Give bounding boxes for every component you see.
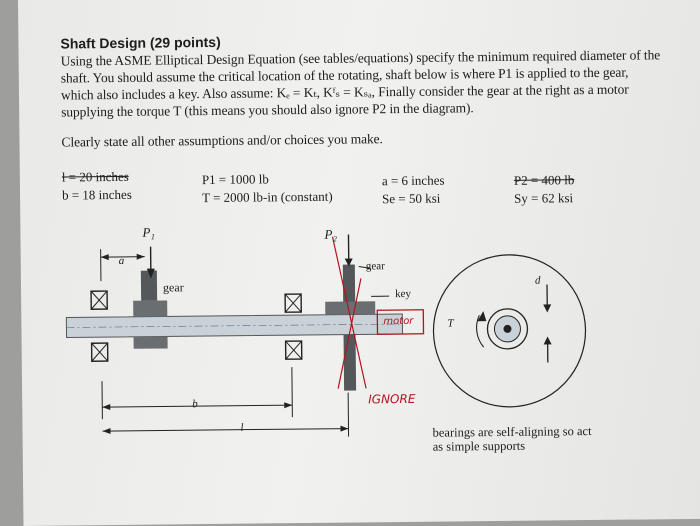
given-length-a: a = 6 inches — [381, 172, 445, 189]
problem-text-line-2: shaft. You should assume the critical location of the rotating, shaft below is where P1 is applied to the gear, — [60, 64, 629, 86]
label-ignore: IGNORE — [368, 391, 416, 407]
label-diameter-d: d — [534, 274, 541, 287]
given-torque-t: T = 2000 lb-in (constant) — [202, 188, 333, 206]
problem-text-line-3: which also includes a key. Also assume: Kₑ = Kₜ, Kᶠₛ = Kₛₐ, Finally consider the gear at the right as a motor — [60, 81, 629, 103]
label-gear-right: gear — [365, 260, 385, 273]
label-torque-t: T — [447, 317, 454, 330]
dimension-b — [102, 367, 293, 419]
worksheet-page — [18, 0, 700, 526]
label-key: key — [395, 287, 412, 301]
end-view — [433, 254, 587, 408]
label-p1: P₁ — [142, 224, 155, 240]
dimension-l — [102, 393, 348, 440]
problem-text-line-4: supplying the torque T (this means you should also ignore P2 in the diagram). — [61, 100, 474, 120]
given-length-l: l = 20 inches — [61, 168, 129, 185]
given-yield-sy: Sy = 62 ksi — [514, 190, 574, 206]
bearing-note: bearings are self-aligning so act as simple supports — [432, 424, 592, 454]
given-endurance-se: Se = 50 ksi — [382, 190, 441, 207]
label-l: l — [240, 421, 244, 434]
given-length-b: b = 18 inches — [61, 186, 132, 203]
given-load-p1: P1 = 1000 lb — [201, 171, 269, 188]
label-motor: motor — [383, 315, 414, 328]
label-a: a — [118, 254, 125, 267]
given-load-p2: P2 = 400 lb — [513, 172, 575, 188]
instruction-text: Clearly state all other assumptions and/or choices you make. — [61, 131, 383, 150]
label-gear-left: gear — [162, 280, 184, 295]
label-p2: P₂ — [324, 226, 338, 242]
label-b: b — [192, 398, 198, 411]
problem-title: Shaft Design (29 points) — [60, 33, 221, 52]
problem-text-line-1: Using the ASME Elliptical Design Equation (see tables/equations) specify the minimum required diameter of the — [60, 47, 661, 69]
p2-arrow — [344, 235, 352, 267]
